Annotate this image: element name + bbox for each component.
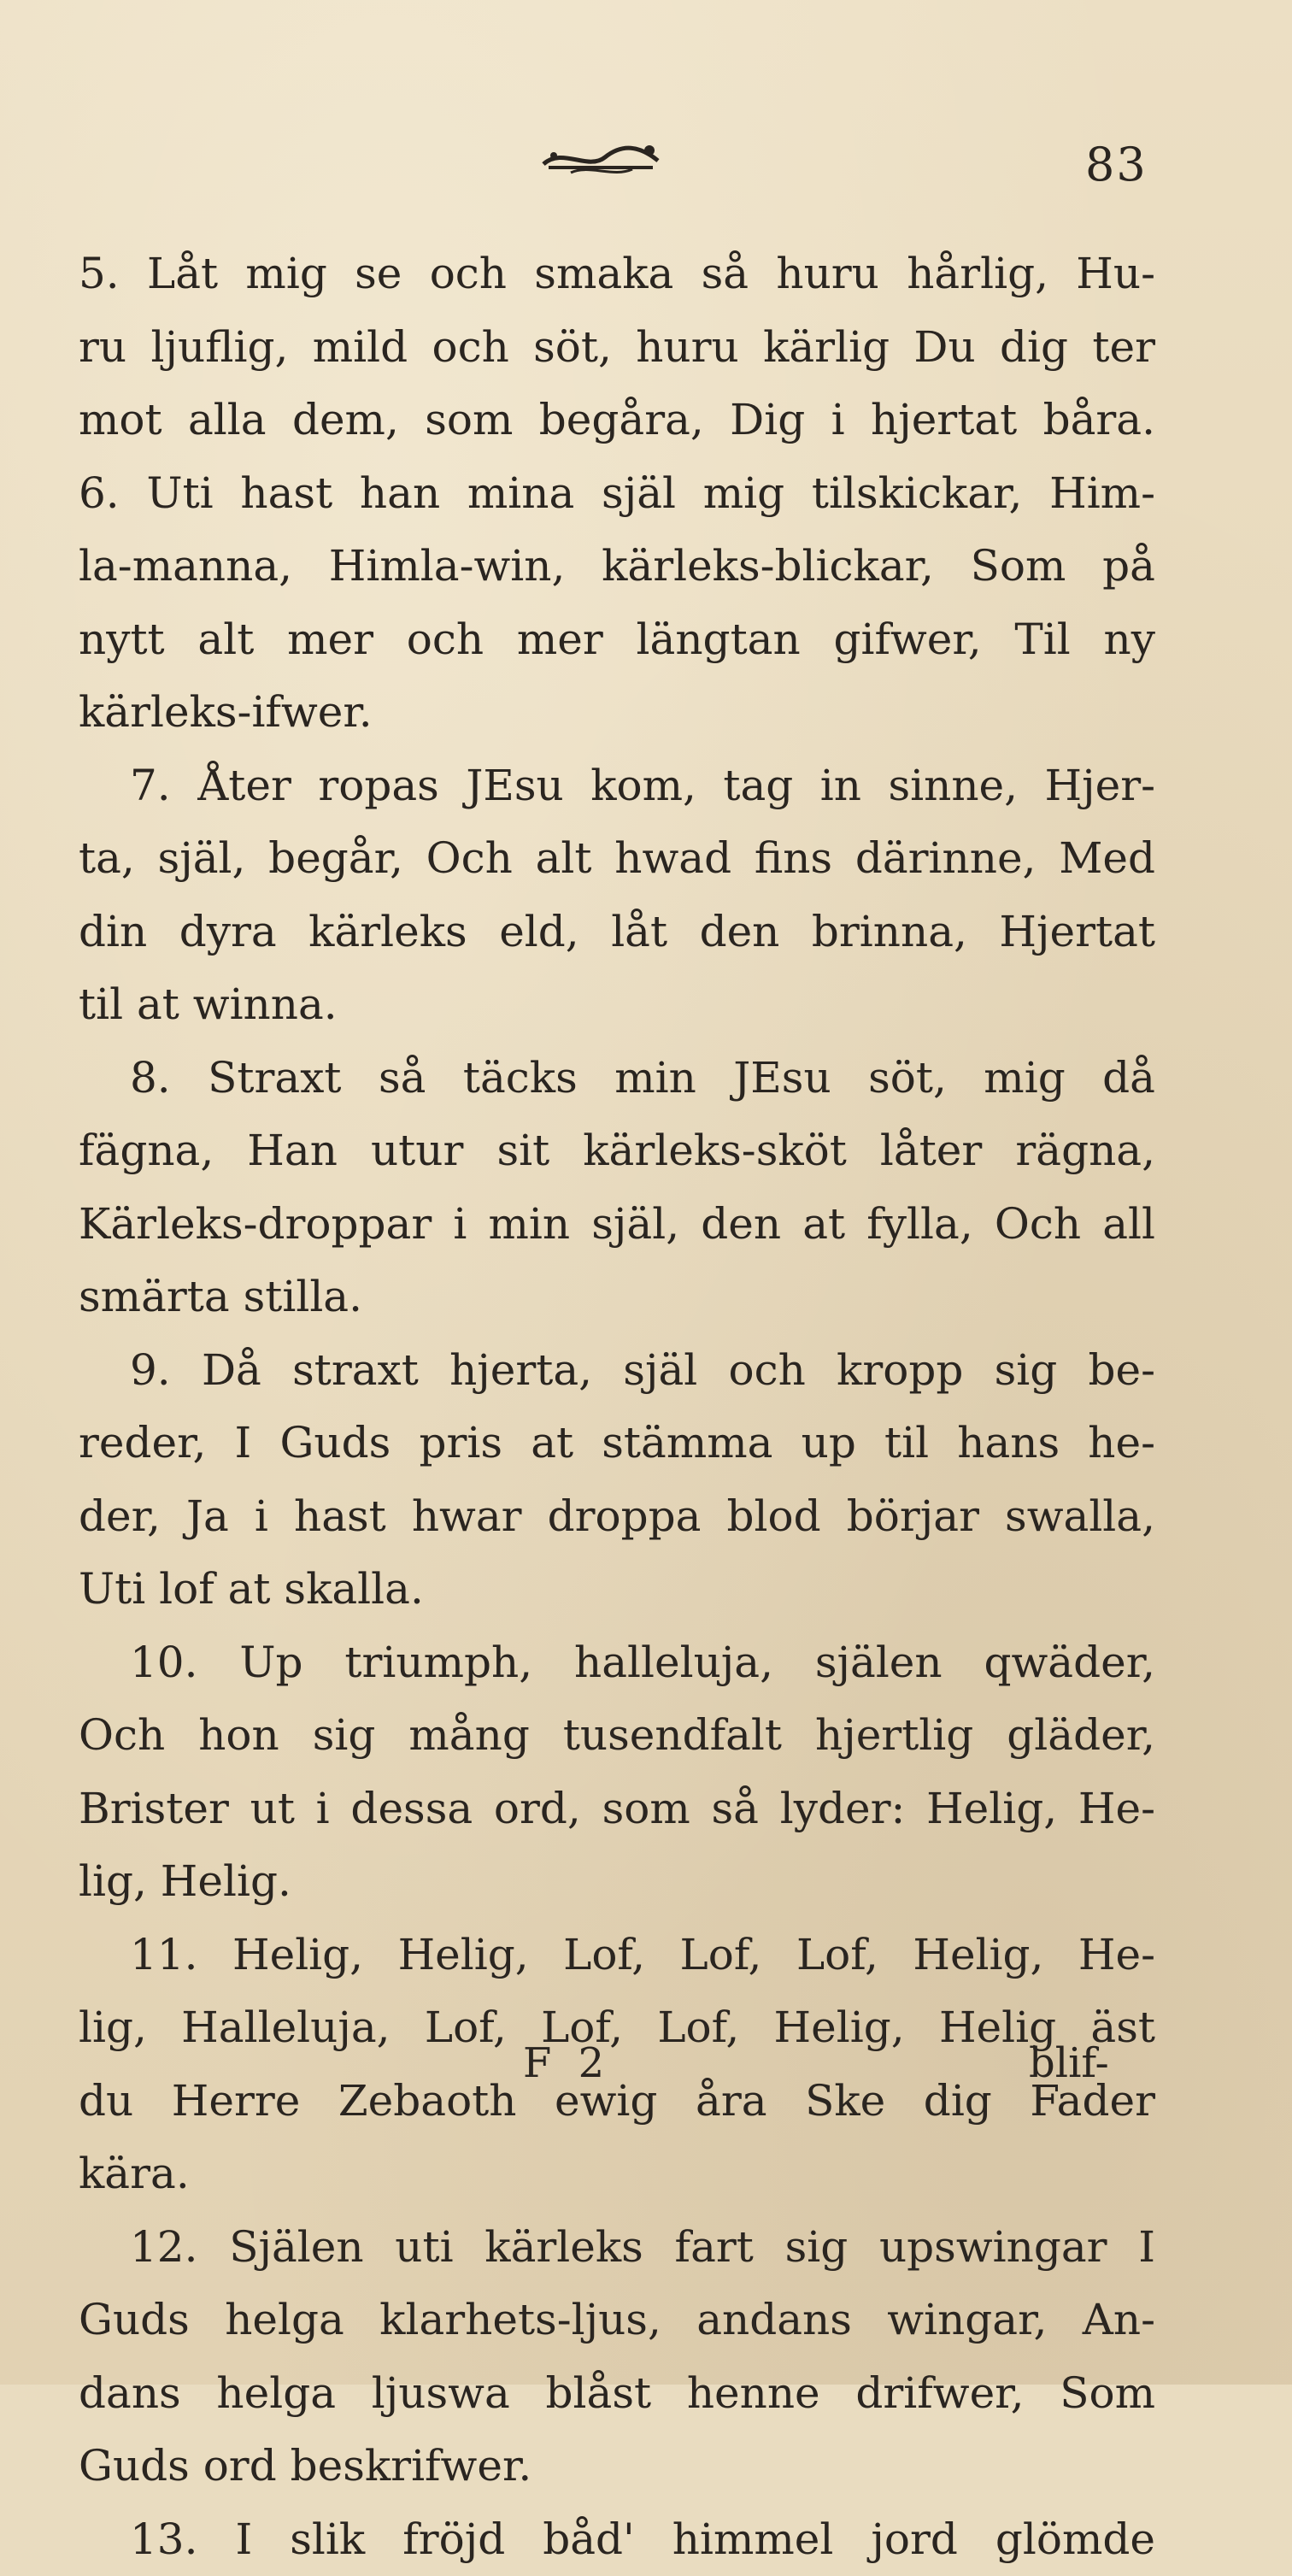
catchword: blif- [1029,2039,1109,2087]
text-line: Brister ut i dessa ord, som så lyder: Helig, He- [79,1773,1155,1846]
text-line: du Herre Zebaoth ewig åra Ske dig Fader [79,2065,1155,2138]
text-line: Kärleks-droppar i min själ, den at fylla, Och all [79,1188,1155,1262]
text-line: smärta stilla. [79,1261,1155,1334]
page-footer [79,2039,1155,2108]
text-line: ru ljuflig, mild och söt, huru kärlig Du dig ter [79,311,1155,385]
text-line: mot alla dem, som begåra, Dig i hjertat båra. [79,384,1155,457]
text-line: dans helga ljuswa blåst henne drifwer, Som [79,2357,1155,2431]
text-line: 10. Up triumph, halleluja, själen qwäder, [79,1626,1155,1700]
text-line: Och hon sig mång tusendfalt hjertlig gläder, [79,1699,1155,1773]
text-line: kära. [79,2138,1155,2211]
text-line: 5. Låt mig se och smaka så huru hårlig, Hu- [79,238,1155,311]
text-line: 6. Uti hast han mina själ mig tilskickar, Him- [79,457,1155,531]
text-line: nytt alt mer och mer längtan gifwer, Til ny [79,603,1155,677]
text-line: 9. Då straxt hjerta, själ och kropp sig be- [79,1334,1155,1408]
text-line: 7. Åter ropas JEsu kom, tag in sinne, Hjer- [79,750,1155,823]
text-line: 13. I slik fröjd båd' himmel jord glömde [79,2503,1155,2576]
page-number: 83 [1085,142,1148,188]
text-line: 11. Helig, Helig, Lof, Lof, Lof, Helig, He- [79,1919,1155,1992]
text-line: din dyra kärleks eld, låt den brinna, Hjertat [79,896,1155,969]
text-line: la-manna, Himla-win, kärleks-blickar, Som på [79,530,1155,603]
text-line: ta, själ, begår, Och alt hwad fins därinne, Med [79,822,1155,896]
text-line: lig, Helig. [79,1845,1155,1919]
text-line: Guds ord beskrifwer. [79,2430,1155,2503]
text-line: der, Ja i hast hwar droppa blod börjar swalla, [79,1480,1155,1554]
printer-ornament-icon [537,138,665,178]
text-line: fägna, Han utur sit kärleks-sköt låter rägna, [79,1115,1155,1188]
text-line: Guds helga klarhets-ljus, andans wingar, An- [79,2284,1155,2357]
text-line: 12. Själen uti kärleks fart sig upswingar I [79,2211,1155,2285]
text-line: reder, I Guds pris at stämma up til hans he- [79,1407,1155,1480]
hymn-text [79,238,1155,2576]
text-line: 8. Straxt så täcks min JEsu söt, mig då [79,1042,1155,1115]
text-line: kärleks-ifwer. [79,676,1155,750]
text-line: til at winna. [79,968,1155,1042]
text-line: lig, Halleluja, Lof, Lof, Lof, Helig, Helig äst [79,1991,1155,2065]
text-line: Uti lof at skalla. [79,1553,1155,1626]
signature-mark: F 2 [523,2039,611,2087]
